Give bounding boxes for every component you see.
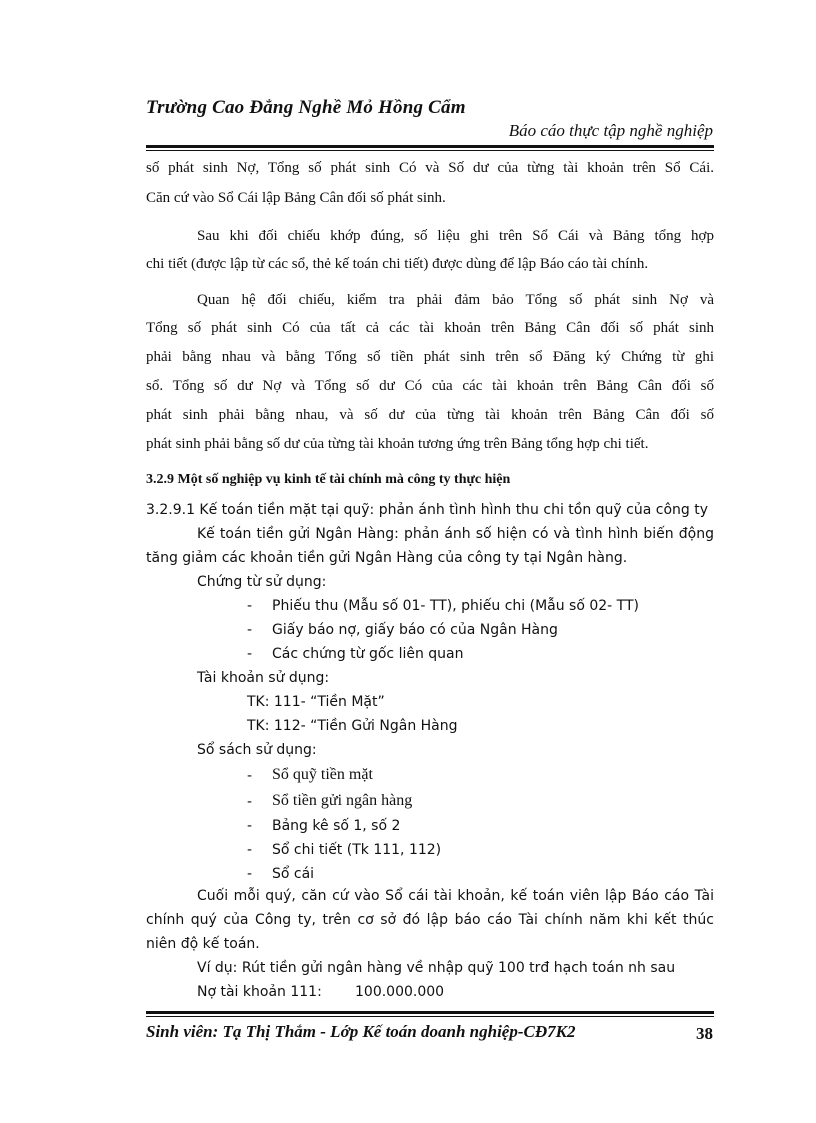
student-info: Sinh viên: Tạ Thị Thắm - Lớp Kế toán doanh nghiệp-CĐ7K2 [146,1022,576,1041]
bullet-dash: - [247,646,253,662]
accounts-label: Tài khoản sử dụng: [197,670,330,686]
p5-line3: niên độ kế toán. [146,936,260,952]
bullet-dash: - [247,866,253,882]
bullet-dash: - [247,818,253,834]
p1-line1: số phát sinh Nợ, Tổng số phát sinh Có và Số dư của từng tài khoản trên Sổ Cái. [146,160,714,176]
header-rule [146,145,714,148]
account-item: TK: 111- “Tiền Mặt” [247,694,385,710]
voucher-item: Các chứng từ gốc liên quan [272,646,464,662]
school-name: Trường Cao Đẳng Nghề Mỏ Hồng Cẩm [146,97,466,118]
p3-line3: phải bằng nhau và bằng Tổng số tiền phát sinh trên sổ Đăng ký Chứng từ ghi [146,349,714,365]
p3-line1: Quan hệ đối chiếu, kiểm tra phải đảm bảo Tổng số phát sinh Nợ và [197,292,714,308]
books-label: Sổ sách sử dụng: [197,742,317,758]
bullet-dash: - [247,598,253,614]
section-title: 3.2.9 Một số nghiệp vụ kinh tế tài chính mà công ty thực hiện [146,472,511,487]
account-item: TK: 112- “Tiền Gửi Ngân Hàng [247,718,458,734]
p5-line1: Cuối mỗi quý, căn cứ vào Sổ cái tài khoản, kế toán viên lập Báo cáo Tài [197,888,714,904]
book-item: Sổ quỹ tiền mặt [272,766,373,783]
p2-line2: chi tiết (được lập từ các sổ, thẻ kế toán chi tiết) được dùng để lập Báo cáo tài chính. [146,256,649,272]
header-rule-thin [146,150,714,151]
page-number: 38 [696,1024,713,1043]
voucher-item: Phiếu thu (Mẫu số 01- TT), phiếu chi (Mẫu số 02- TT) [272,598,640,614]
subsection-title: 3.2.9.1 Kế toán tiền mặt tại quỹ: phản ánh tình hình thu chi tồn quỹ của công ty [146,502,709,518]
report-title: Báo cáo thực tập nghề nghiệp [508,121,713,140]
example-line: Ví dụ: Rút tiền gửi ngân hàng về nhập quỹ 100 trđ hạch toán nh sau [197,960,676,976]
debit-value: 100.000.000 [355,984,445,1000]
bullet-dash: - [247,794,253,810]
book-item: Sổ chi tiết (Tk 111, 112) [272,842,442,858]
footer-rule [146,1011,714,1014]
p3-line6: phát sinh phải bằng số dư của từng tài khoản tương ứng trên Bảng tổng hợp chi tiết. [146,436,649,452]
p2-line1: Sau khi đối chiếu khớp đúng, số liệu ghi trên Sổ Cái và Bảng tổng hợp [197,228,714,244]
p4-line1: Kế toán tiền gửi Ngân Hàng: phản ánh số hiện có và tình hình biến động [197,526,714,542]
bullet-dash: - [247,768,253,784]
p4-line2: tăng giảm các khoản tiền gửi Ngân Hàng của công ty tại Ngân hàng. [146,550,628,566]
vouchers-label: Chứng từ sử dụng: [197,574,327,590]
bullet-dash: - [247,842,253,858]
voucher-item: Giấy báo nợ, giấy báo có của Ngân Hàng [272,622,558,638]
debit-label: Nợ tài khoản 111: [197,984,322,1000]
p3-line5: phát sinh phải bằng nhau, và số dư của từng tài khoản trên Bảng Cân đối số [146,407,714,423]
bullet-dash: - [247,622,253,638]
book-item: Sổ cái [272,866,315,882]
book-item: Sổ tiền gửi ngân hàng [272,792,413,809]
p3-line2: Tổng số phát sinh Có của tất cả các tài khoản trên Bảng Cân đối số phát sinh [146,320,714,336]
footer-rule-thin [146,1016,714,1017]
p1-line2: Căn cứ vào Sổ Cái lập Bảng Cân đối số phát sinh. [146,190,446,206]
p5-line2: chính quý của Công ty, trên cơ sở đó lập báo cáo Tài chính năm khi kết thúc [146,912,714,928]
p3-line4: sổ. Tổng số dư Nợ và Tổng số dư Có của các tài khoản trên Bảng Cân đối số [146,378,714,394]
book-item: Bảng kê số 1, số 2 [272,818,401,834]
